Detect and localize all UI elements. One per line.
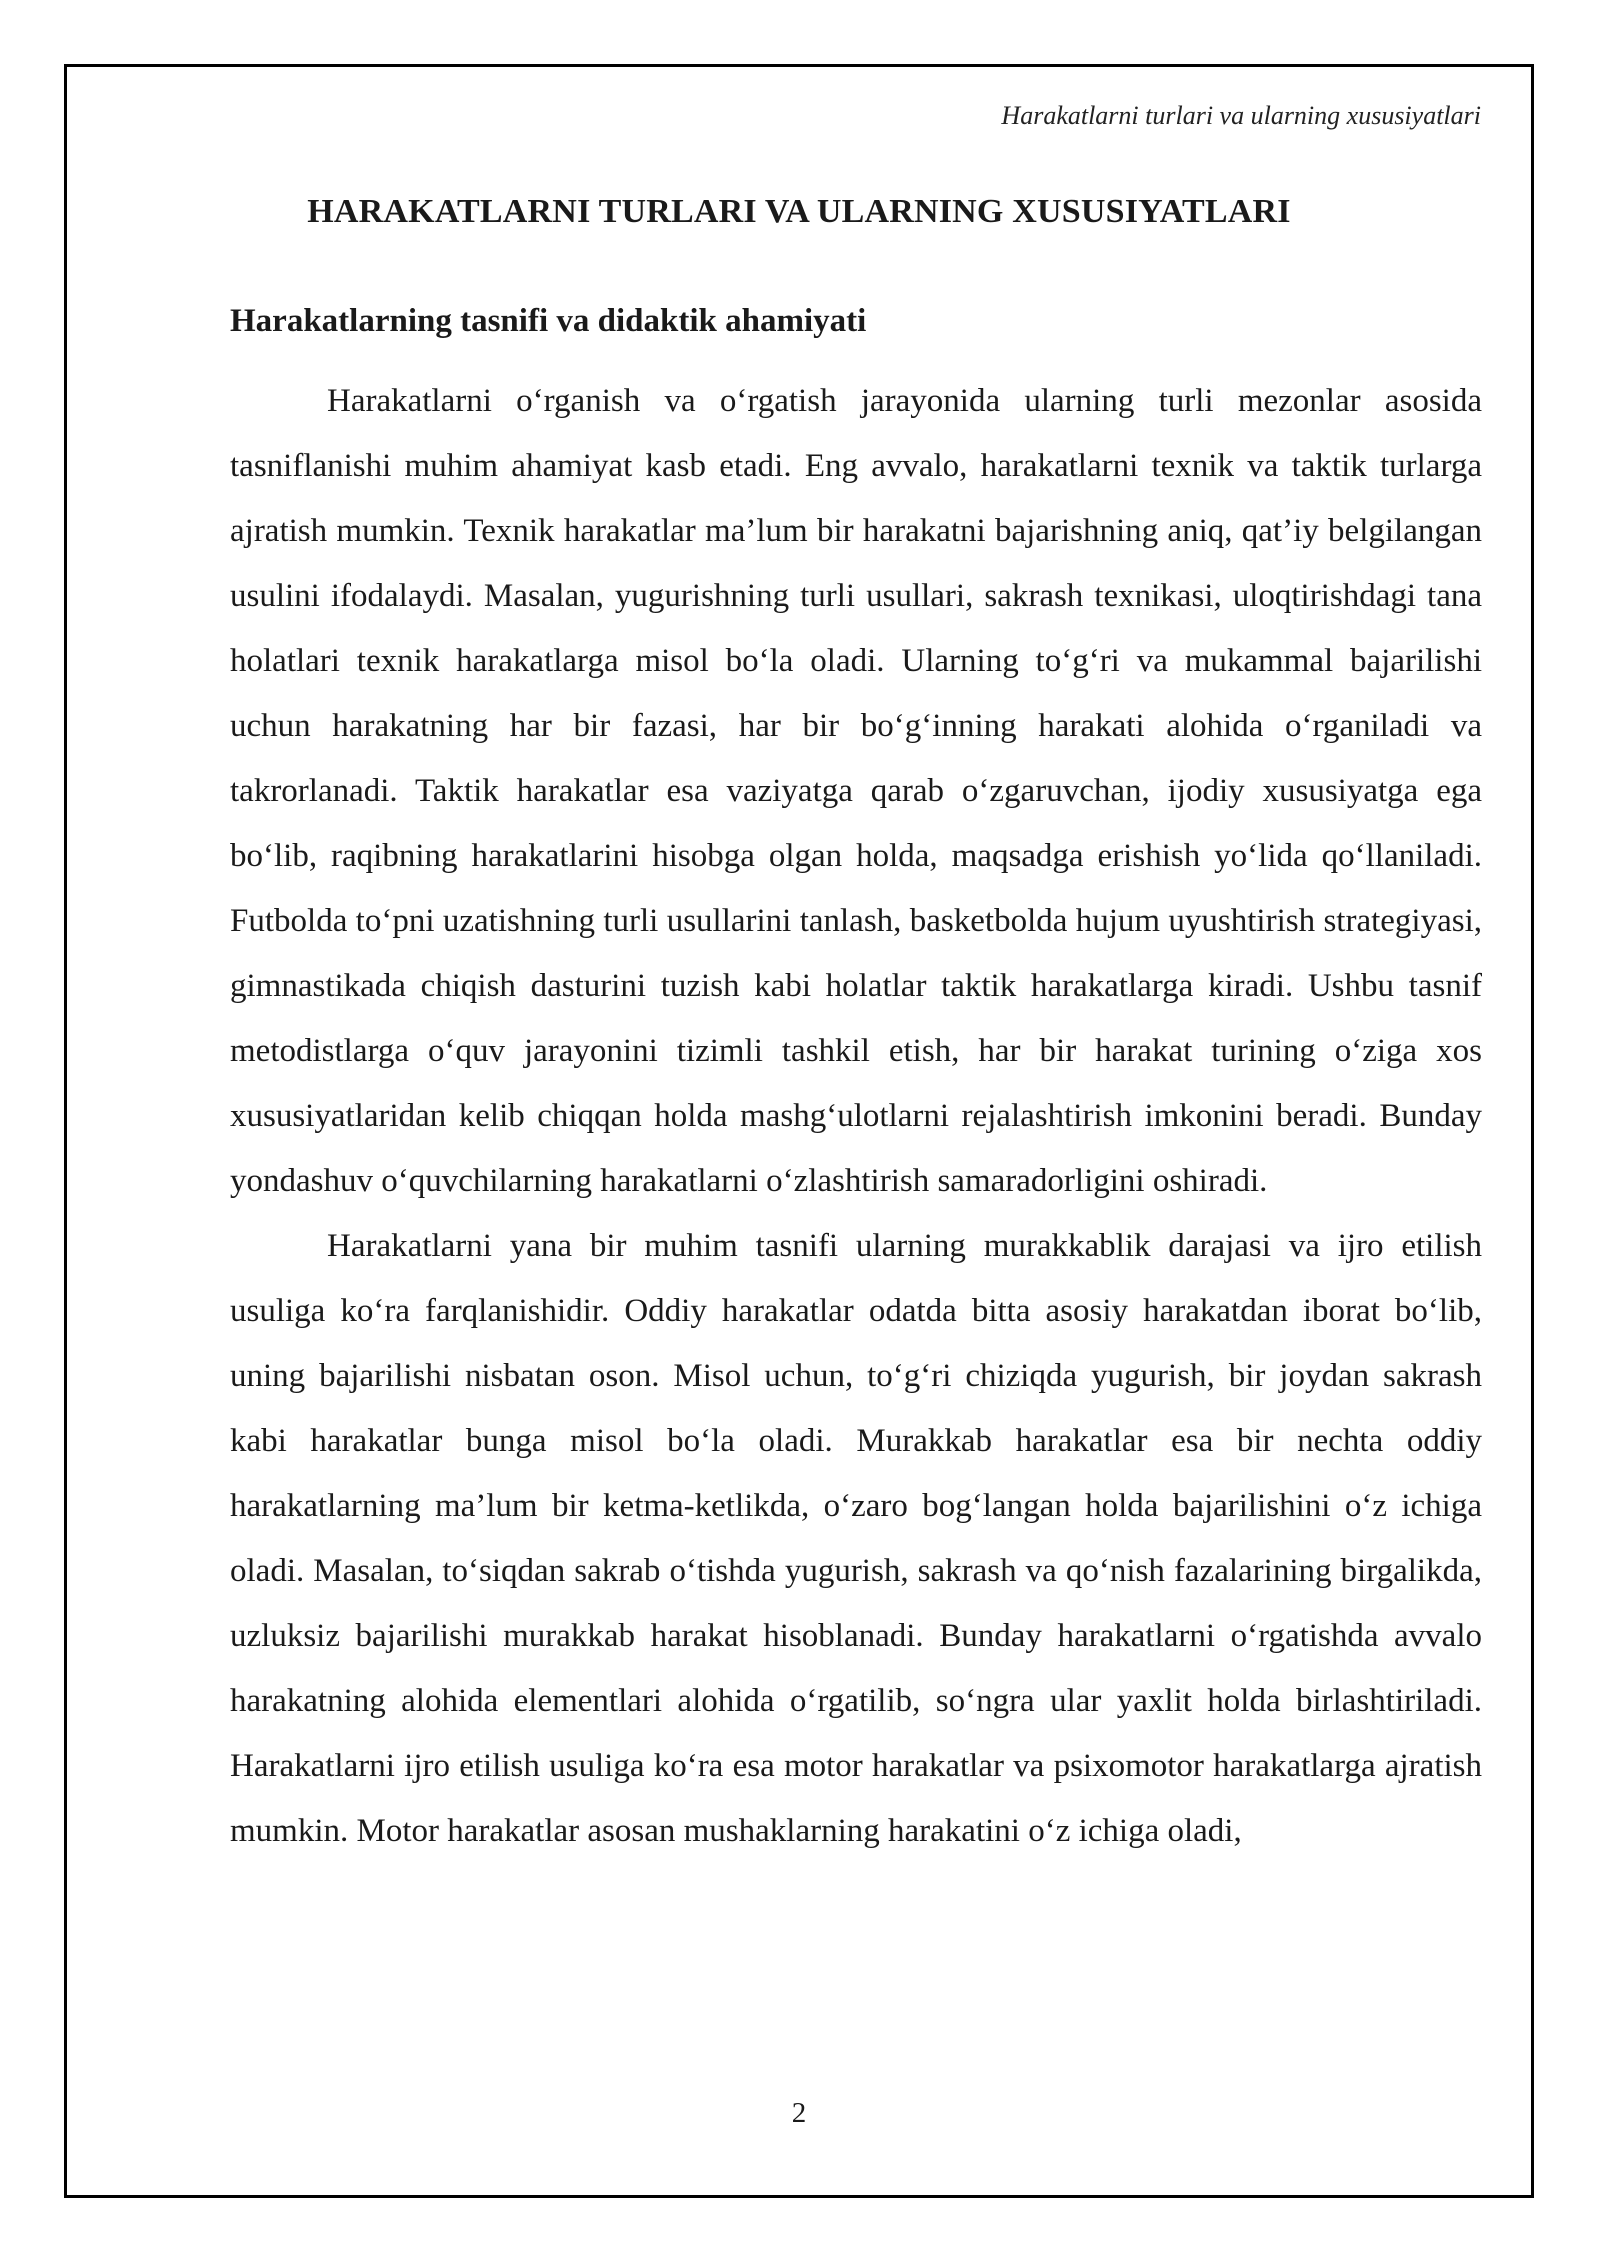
body-text [230,369,1482,1864]
running-header: Harakatlarni turlari va ularning xususiyatlari [1001,101,1481,130]
paragraph: Harakatlarni o‘rganish va o‘rgatish jarayonida ularning turli mezonlar asosida tasniflanishi muhim ahamiyat kasb etadi. Eng avvalo, harakatlarni texnik va taktik turlarga ajratish mumkin. Texnik harakatlar ma’lum bir harakatni bajarishning aniq, qat’iy belgilangan usulini ifodalaydi. Masalan, yugurishning turli usullari, sakrash texnikasi, uloqtirishdagi tana holatlari texnik harakatlarga misol bo‘la oladi. Ularning to‘g‘ri va mukammal bajarilishi uchun harakatning har bir fazasi, har bir bo‘g‘inning harakati alohida o‘rganiladi va takrorlanadi. Taktik harakatlar esa vaziyatga qarab o‘zgaruvchan, ijodiy xususiyatga ega bo‘lib, raqibning harakatlarini hisobga olgan holda, maqsadga erishish yo‘lida qo‘llaniladi. Futbolda to‘pni uzatishning turli usullarini tanlash, basketbolda hujum uyushtirish strategiyasi, gimnastikada chiqish dasturini tuzish kabi holatlar taktik harakatlarga kiradi. Ushbu tasnif metodistlarga o‘quv jarayonini tizimli tashkil etish, har bir harakat turining o‘ziga xos xususiyatlaridan kelib chiqqan holda mashg‘ulotlarni rejalashtirish imkonini beradi. Bunday yondashuv o‘quvchilarning harakatlarni o‘zlashtirish samaradorligini oshiradi. [230,383,1482,1199]
page-number: 2 [791,2097,807,2129]
page-border [64,64,1534,2198]
document-title: HARAKATLARNI TURLARI VA ULARNING XUSUSIYATLARI [307,193,1291,230]
paragraph: Harakatlarni yana bir muhim tasnifi ularning murakkablik darajasi va ijro etilish usuliga ko‘ra farqlanishidir. Oddiy harakatlar odatda bitta asosiy harakatdan iborat bo‘lib, uning bajarilishi nisbatan oson. Misol uchun, to‘g‘ri chiziqda yugurish, bir joydan sakrash kabi harakatlar bunga misol bo‘la oladi. Murakkab harakatlar esa bir nechta oddiy harakatlarning ma’lum bir ketma-ketlikda, o‘zaro bog‘langan holda bajarilishini o‘z ichiga oladi. Masalan, to‘siqdan sakrab o‘tishda yugurish, sakrash va qo‘nish fazalarining birgalikda, uzluksiz bajarilishi murakkab harakat hisoblanadi. Bunday harakatlarni o‘rgatishda avvalo harakatning alohida elementlari alohida o‘rgatilib, so‘ngra ular yaxlit holda birlashtiriladi. Harakatlarni ijro etilish usuliga ko‘ra esa motor harakatlar va psixomotor harakatlarga ajratish mumkin. Motor harakatlar asosan mushaklarning harakatini o‘z ichiga oladi, [230,1228,1482,1849]
section-heading: Harakatlarning tasnifi va didaktik ahamiyati [230,303,867,339]
